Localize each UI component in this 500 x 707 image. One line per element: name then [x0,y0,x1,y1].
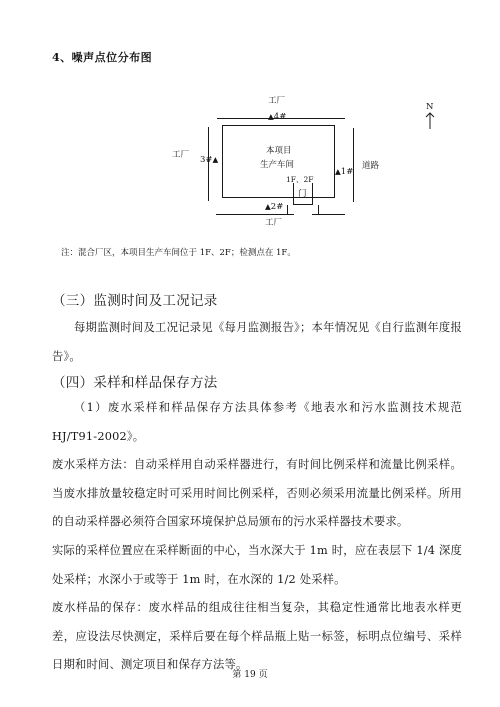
page-number: 第 19 页 [232,670,268,680]
north-arrow-icon [420,103,440,129]
triangle-marker-icon: ▲ [212,155,219,164]
boundary-bottom-left-line [216,214,294,215]
point-1-label: 1# [340,167,354,177]
monitoring-point-4 [268,113,286,122]
section-4-paragraph-3: 实际的采样位置应在采样断面的中心，当水深大于 1m 时，应在表层下 1/4 深度处采样；水深小于或等于 1m 时，在水深的 1/2 处采样。 [52,544,462,586]
section-4-paragraph-4: 废水样品的保存：废水样品的组成往往相当复杂，其稳定性通常比地表水样更差，应设法尽快测定，采样后要在每个样品瓶上贴一标签，标明点位编号、采样日期和时间、测定项目和保存方法等。 [52,601,462,671]
monitoring-point-3 [200,156,218,165]
label-road: 道路 [362,161,380,171]
arrow-up-icon [420,103,440,129]
building-label-line2: 生产车间 [260,160,295,170]
gate-post-right [318,205,319,214]
monitoring-point-2 [265,203,283,212]
triangle-marker-icon: ▲ [265,202,271,211]
label-factory-top: 工厂 [268,96,286,106]
gate-label: 门 [298,189,307,199]
triangle-marker-icon: ▲ [335,167,341,176]
monitoring-point-1 [335,168,353,177]
gate-post-left [287,205,288,214]
section-3-title: （三）监测时间及工况记录 [52,293,218,309]
point-2-label: 2# [270,202,284,212]
boundary-right-line [353,128,354,202]
label-factory-left: 工厂 [172,150,190,160]
section-4-title: （四）采样和样品保存方法 [52,375,218,391]
section-4-paragraph-2: 废水采样方法：自动采样用自动采样器进行，有时间比例采样和流量比例采样。当废水排放量较稳定时可采用时间比例采样，否则必须采用流量比例采样。所用的自动采样器必须符合国家环境保护总局颁布的污水采样器技术要求。 [52,458,462,528]
building-label-line1: 本项目 [266,146,292,156]
section-4-paragraph-1: （1）废水采样和样品保存方法具体参考《地表水和污水监测技术规范 HJ/T91-2002》。 [52,401,462,443]
boundary-bottom-right-line [312,214,345,215]
building-floors-label: 1F、2F [286,175,314,184]
diagram-note: 注：混合厂区，本项目生产车间位于 1F、2F；检测点在 1F。 [61,248,296,258]
north-label: N [426,102,434,112]
point-4-label: 4# [273,112,287,122]
section-heading-noise-map: 4、噪声点位分布图 [52,51,153,64]
noise-point-diagram [0,0,500,270]
triangle-marker-icon: ▲ [268,112,274,121]
point-3-label: 3# [200,155,213,165]
label-factory-bottom: 工厂 [265,218,283,228]
section-3-body: 每期监测时间及工况记录见《每月监测报告》；本年情况见《自行监测年度报告》。 [52,321,462,363]
